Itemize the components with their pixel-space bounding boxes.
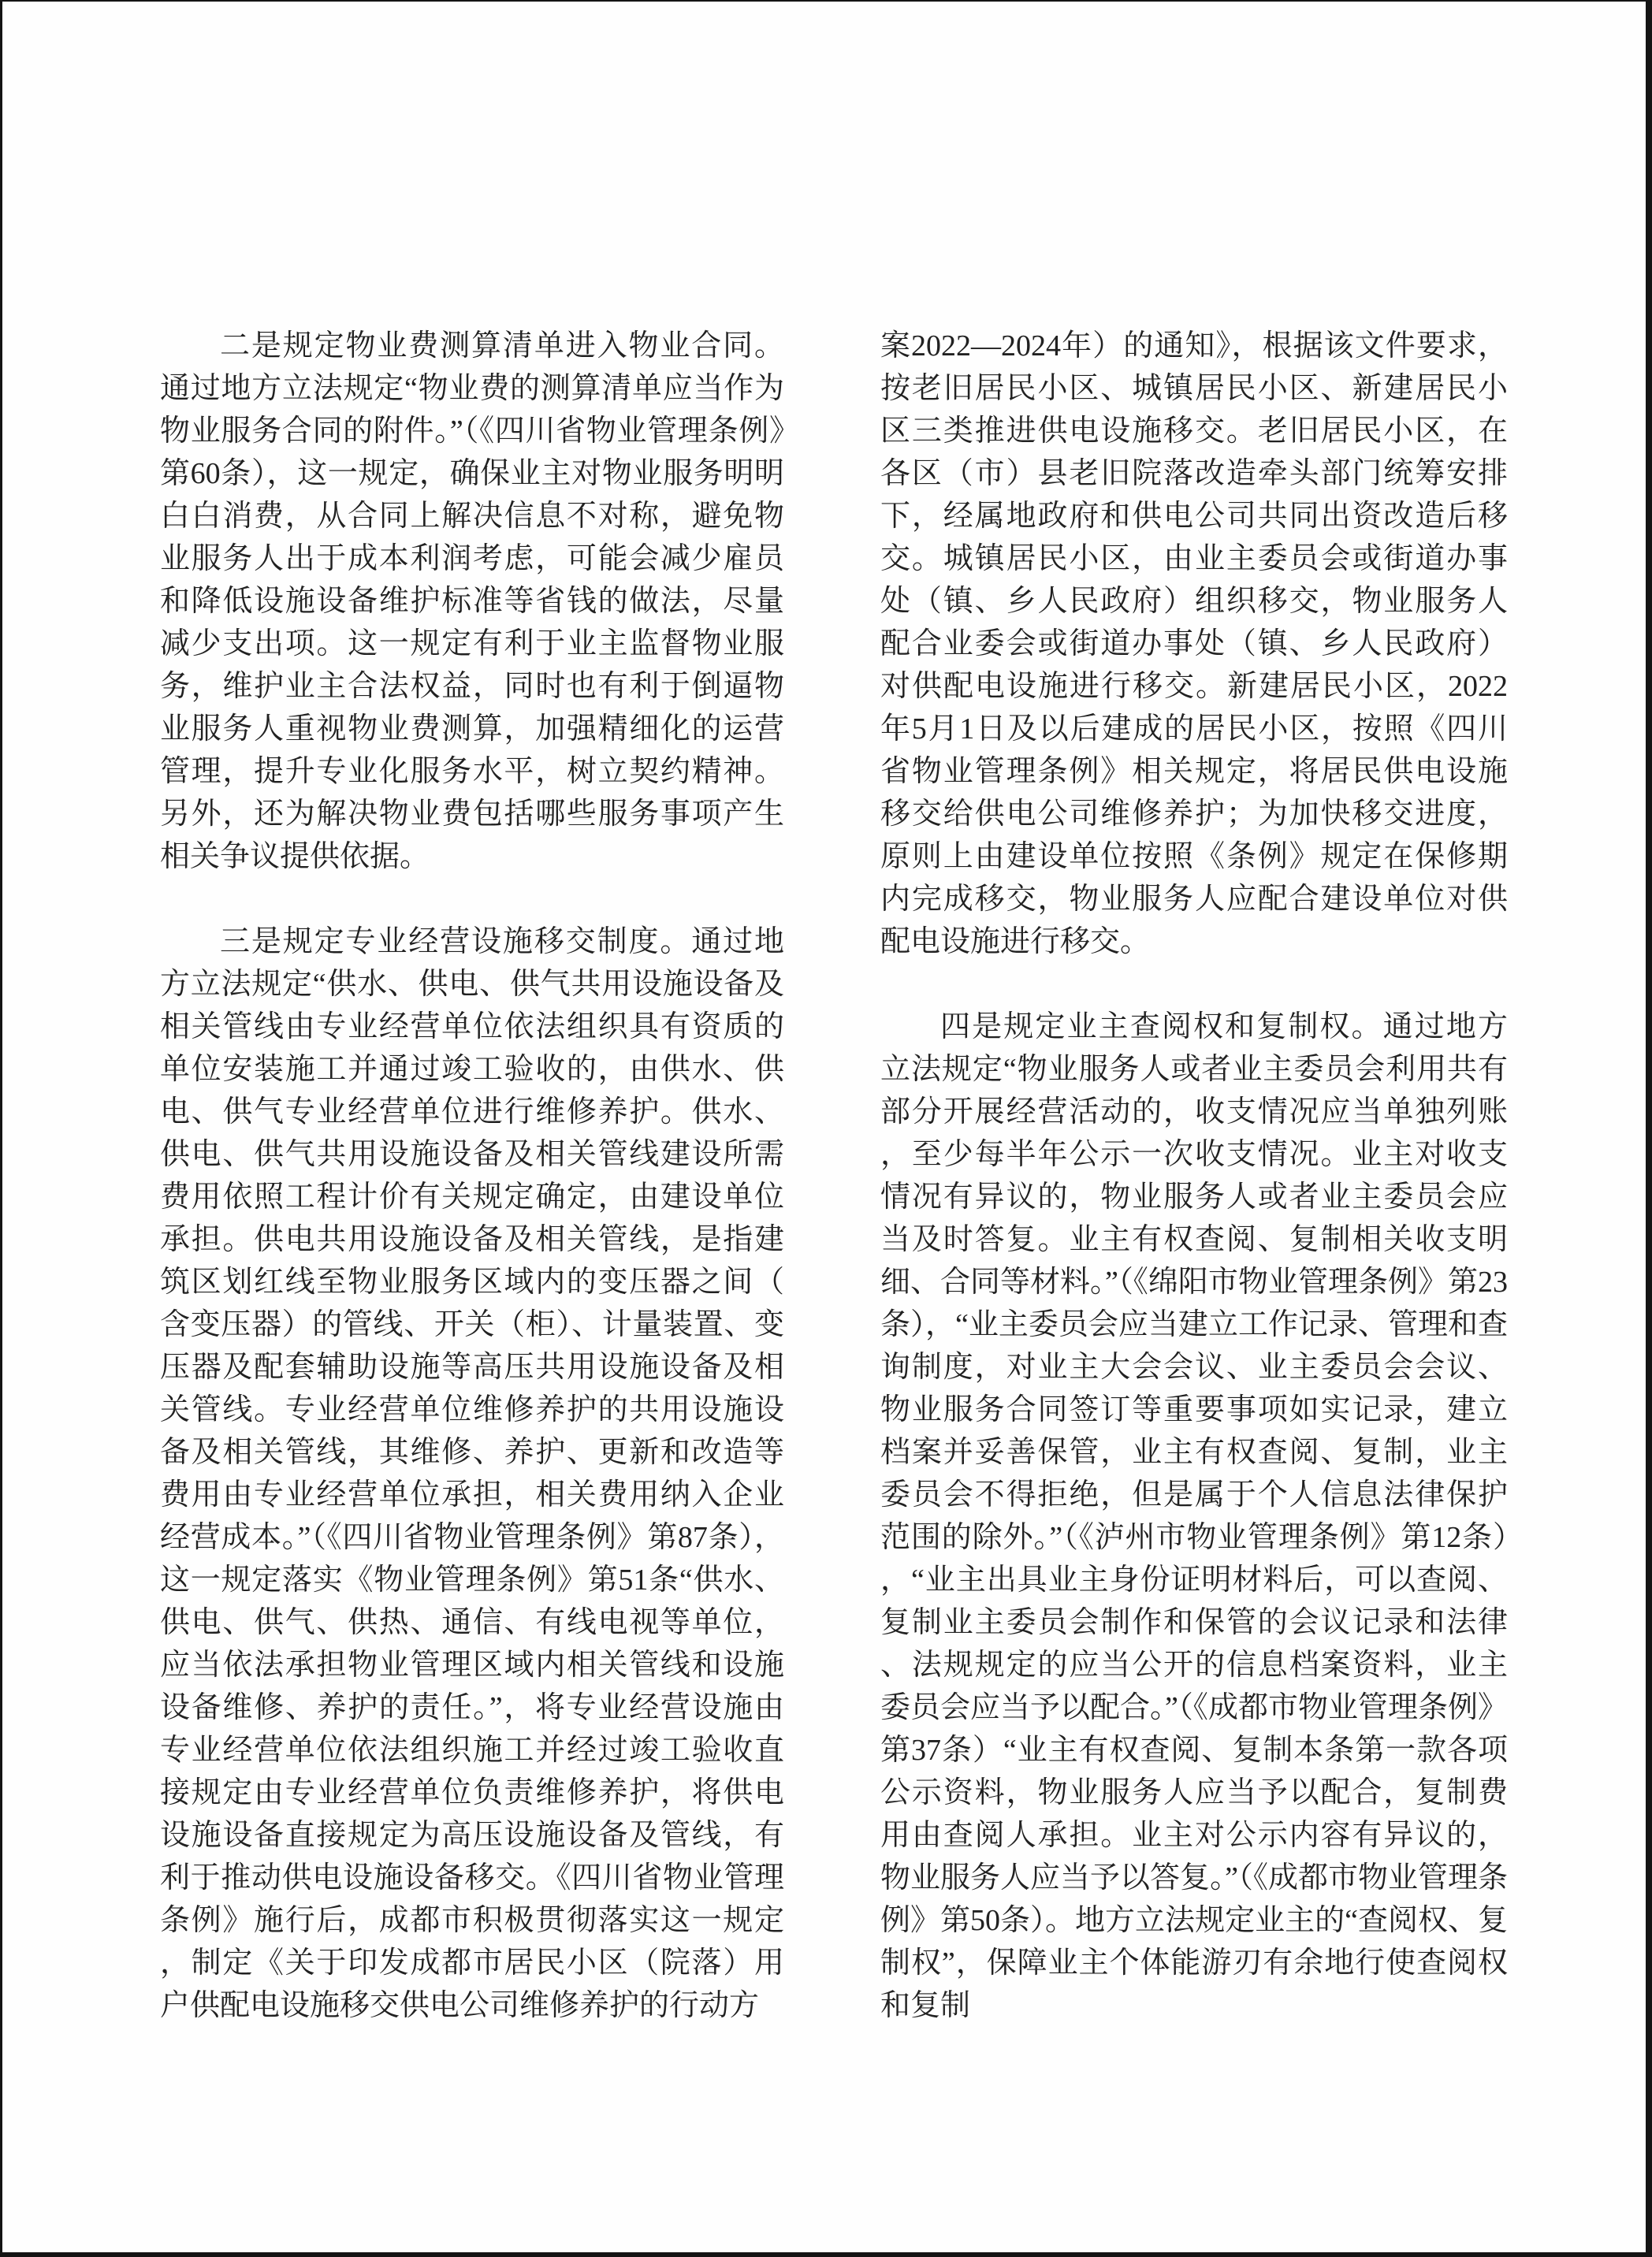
paragraph-2-property-fee-list: 二是规定物业费测算清单进入物业合同。通过地方立法规定“物业费的测算清单应当作为物业服务合同的附件。”（《四川省物业管理条例》第60条），这一规定，确保业主对物业服务明明白白消费，从合同上解决信息不对称，避免物业服务人出于成本利润考虑，可能会减少雇员和降低设施设备维护标准等省钱的做法，尽量减少支出项。这一规定有利于业主监督物业服务，维护业主合法权益，同时也有利于倒逼物业服务人重视物业费测算，加强精细化的运营管理，提升专业化服务水平，树立契约精神。另外，还为解决物业费包括哪些服务事项产生相关争议提供依据。 (160, 329, 784, 873)
paragraph-4-owner-inspection-rights: 四是规定业主查阅权和复制权。通过地方立法规定“物业服务人或者业主委员会利用共有部分开展经营活动的，收支情况应当单独列账，至少每半年公示一次收支情况。业主对收支情况有异议的，物业服务人或者业主委员会应当及时答复。业主有权查阅、复制相关收支明细、合同等材料。”（《绵阳市物业管理条例》第23条），“业主委员会应当建立工作记录、管理和查询制度，对业主大会会议、业主委员会会议、物业服务合同签订等重要事项如实记录，建立档案并妥善保管，业主有权查阅、复制，业主委员会不得拒绝，但是属于个人信息法律保护范围的除外。”（《泸州市物业管理条例》第12条），“业主出具业主身份证明材料后，可以查阅、复制业主委员会制作和保管的会议记录和法律、法规规定的应当公开的信息档案资料，业主委员会应当予以配合。”（《成都市物业管理条例》第37条）“业主有权查阅、复制本条第一款各项公示资料，物业服务人应当予以配合，复制费用由查阅人承担。业主对公示内容有异议的，物业服务人应当予以答复。”（《成都市物业管理条例》第50条）。地方立法规定业主的“查阅权、复制权”，保障业主个体能游刃有余地行使查阅权和复制 (880, 1010, 1508, 2022)
paragraph-3-continuation: 案2022—2024年）的通知》，根据该文件要求，按老旧居民小区、城镇居民小区、新建居民小区三类推进供电设施移交。老旧居民小区，在各区（市）县老旧院落改造牵头部门统筹安排下，经属地政府和供电公司共同出资改造后移交。城镇居民小区，由业主委员会或街道办事处（镇、乡人民政府）组织移交，物业服务人配合业委会或街道办事处（镇、乡人民政府）对供配电设施进行移交。新建居民小区，2022年5月1日及以后建成的居民小区，按照《四川省物业管理条例》相关规定，将居民供电设施移交给供电公司维修养护；为加快移交进度，原则上由建设单位按照《条例》规定在保修期内完成移交，物业服务人应配合建设单位对供配电设施进行移交。 (880, 329, 1508, 958)
text-column-left (160, 325, 784, 2069)
paragraph-3-facility-handover: 三是规定专业经营设施移交制度。通过地方立法规定“供水、供电、供气共用设施设备及相关管线由专业经营单位依法组织具有资质的单位安装施工并通过竣工验收的，由供水、供电、供气专业经营单位进行维修养护。供水、供电、供气共用设施设备及相关管线建设所需费用依照工程计价有关规定确定，由建设单位承担。供电共用设施设备及相关管线，是指建筑区划红线至物业服务区域内的变压器之间（含变压器）的管线、开关（柜）、计量装置、变压器及配套辅助设施等高压共用设施设备及相关管线。专业经营单位维修养护的共用设施设备及相关管线，其维修、养护、更新和改造等费用由专业经营单位承担，相关费用纳入企业经营成本。”（《四川省物业管理条例》第87条），这一规定落实《物业管理条例》第51条“供水、供电、供气、供热、通信、有线电视等单位，应当依法承担物业管理区域内相关管线和设施设备维修、养护的责任。”，将专业经营设施由专业经营单位依法组织施工并经过竣工验收直接规定由专业经营单位负责维修养护，将供电设施设备直接规定为高压设施设备及管线，有利于推动供电设施设备移交。《四川省物业管理条例》施行后，成都市积极贯彻落实这一规定，制定《关于印发成都市居民小区（院落）用户供配电设施移交供电公司维修养护的行动方 (160, 925, 784, 2022)
text-column-right (880, 325, 1508, 2069)
